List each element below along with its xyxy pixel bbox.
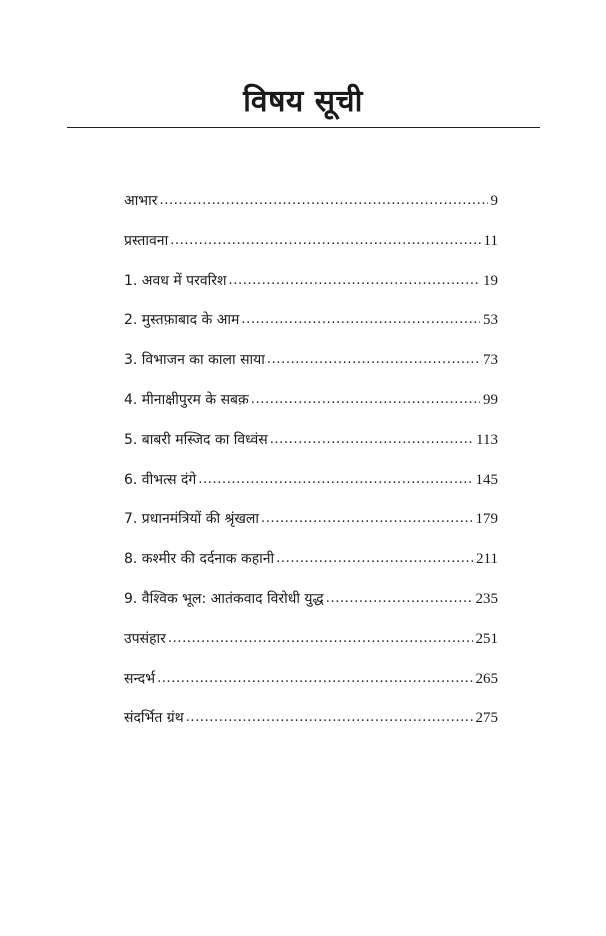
toc-dot-leader [198, 466, 472, 492]
toc-dot-leader [241, 306, 480, 332]
toc-dot-leader [186, 704, 473, 730]
toc-entry-chapter-1[interactable] [124, 268, 498, 308]
toc-entry-chapter-6[interactable] [124, 467, 498, 507]
toc-entry-page: 265 [475, 670, 498, 687]
toc-entry-page: 211 [476, 551, 498, 568]
toc-dot-leader [267, 346, 480, 372]
toc-dot-leader [168, 625, 473, 651]
toc-entry-chapter-7[interactable] [124, 506, 498, 546]
table-of-contents [124, 188, 498, 745]
toc-entry-label: 1. अवध में परवरिश [124, 272, 227, 289]
toc-entry-acknowledgements[interactable] [124, 188, 498, 228]
toc-dot-leader [326, 585, 473, 611]
toc-entry-page: 73 [483, 352, 498, 369]
toc-entry-chapter-3[interactable] [124, 347, 498, 387]
toc-entry-page: 235 [475, 590, 498, 607]
toc-entry-chapter-5[interactable] [124, 427, 498, 467]
page-title: विषय सूची [243, 84, 363, 119]
toc-entry-label: सन्दर्भ [124, 670, 156, 687]
toc-entry-label: 4. मीनाक्षीपुरम के सबक़ [124, 391, 249, 408]
toc-entry-label: 2. मुस्तफ़ाबाद के आम [124, 312, 240, 329]
toc-dot-leader [276, 545, 473, 571]
toc-dot-leader [229, 267, 480, 293]
toc-entry-epilogue[interactable] [124, 626, 498, 666]
toc-entry-bibliography[interactable] [124, 705, 498, 745]
toc-entry-page: 11 [483, 232, 498, 249]
toc-entry-page: 251 [475, 630, 498, 647]
toc-entry-chapter-4[interactable] [124, 387, 498, 427]
toc-dot-leader [157, 665, 472, 691]
toc-entry-label: आभार [124, 193, 158, 209]
toc-entry-chapter-2[interactable] [124, 307, 498, 347]
toc-entry-label: 5. बाबरी मस्जिद का विध्वंस [124, 431, 268, 448]
toc-dot-leader [251, 386, 480, 412]
toc-entry-label: 6. वीभत्स दंगे [124, 471, 197, 488]
toc-entry-page: 145 [475, 471, 498, 488]
toc-entry-references[interactable] [124, 666, 498, 706]
toc-entry-preface[interactable] [124, 228, 498, 268]
toc-dot-leader [261, 505, 472, 531]
toc-entry-chapter-9[interactable] [124, 586, 498, 626]
toc-dot-leader [270, 426, 473, 452]
toc-entry-label: 3. विभाजन का काला साया [124, 352, 265, 369]
toc-entry-page: 9 [490, 193, 498, 209]
toc-entry-page: 113 [476, 431, 498, 448]
title-divider [67, 127, 540, 128]
toc-entry-page: 99 [483, 391, 498, 408]
toc-entry-page: 19 [483, 272, 498, 289]
toc-entry-page: 179 [475, 511, 498, 528]
toc-entry-label: संदर्भित ग्रंथ [124, 710, 184, 727]
toc-entry-label: उपसंहार [124, 630, 166, 647]
toc-entry-label: प्रस्तावना [124, 232, 169, 249]
toc-entry-label: 7. प्रधानमंत्रियों की श्रृंखला [124, 511, 260, 528]
toc-entry-chapter-8[interactable] [124, 546, 498, 586]
toc-entry-page: 275 [475, 710, 498, 727]
toc-entry-label: 8. कश्मीर की दर्दनाक कहानी [124, 551, 275, 568]
toc-dot-leader [170, 227, 480, 253]
toc-dot-leader [160, 187, 488, 213]
toc-entry-page: 53 [483, 312, 498, 329]
toc-entry-label: 9. वैश्विक भूल: आतंकवाद विरोधी युद्ध [124, 590, 324, 607]
